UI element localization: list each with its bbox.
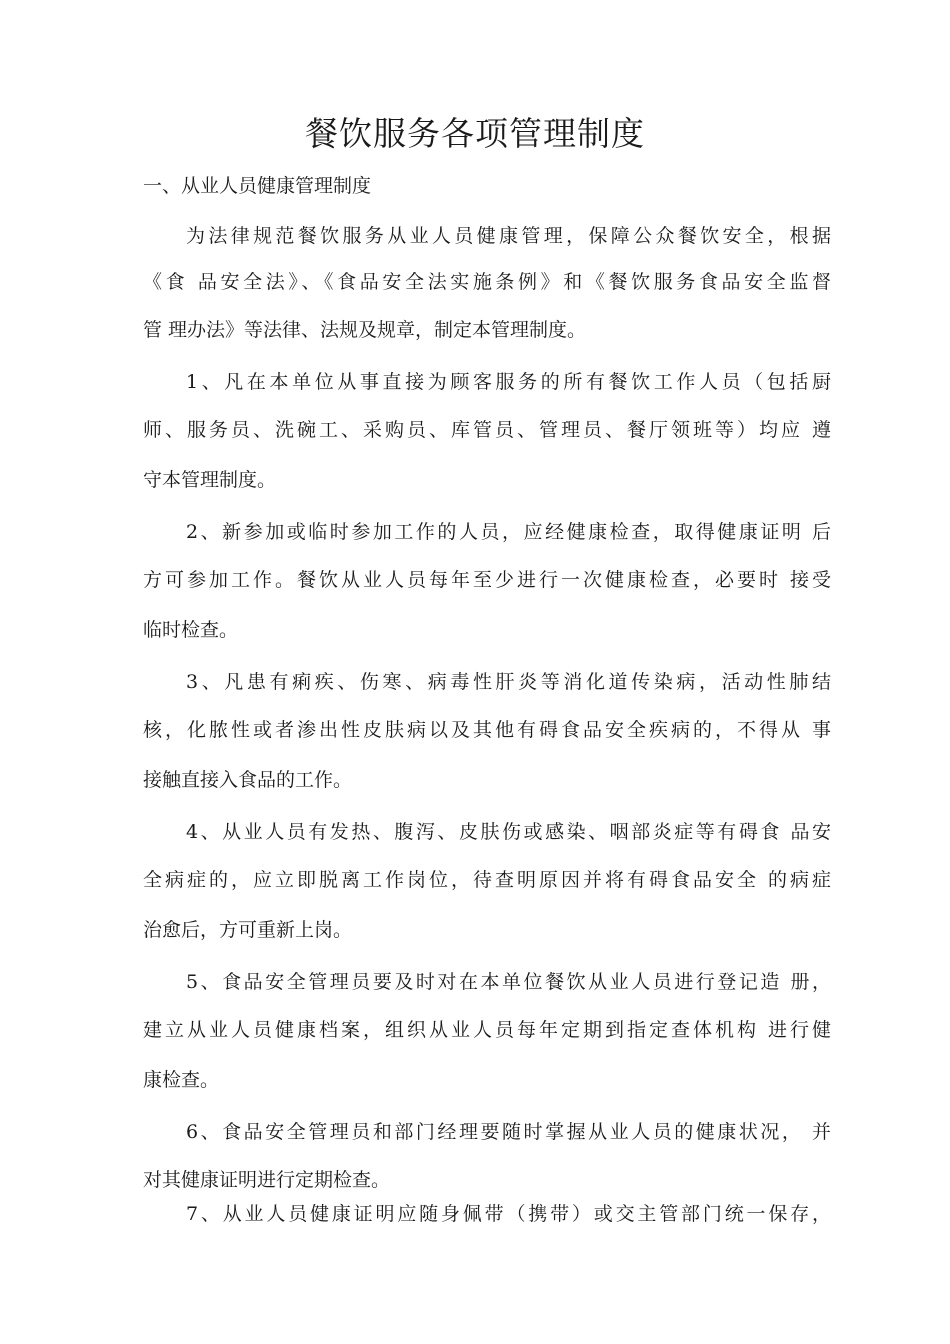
paragraph-line: 接触直接入食品的工作。	[143, 769, 353, 791]
paragraph-line: 7、从业人员健康证明应随身佩带（携带）或交主管部门统一保存，	[186, 1203, 831, 1225]
paragraph-line: 《食 品安全法》、《食品安全法实施条例》和《餐饮服务食品安全监督	[143, 271, 831, 293]
section-heading-1: 一、从业人员健康管理制度	[143, 175, 372, 197]
paragraph-line: 对其健康证明进行定期检查。	[143, 1169, 391, 1191]
paragraph-line: 5、食品安全管理员要及时对在本单位餐饮从业人员进行登记造 册，	[186, 971, 831, 993]
document-title: 餐饮服务各项管理制度	[305, 114, 645, 153]
paragraph-line: 建立从业人员健康档案，组织从业人员每年定期到指定查体机构 进行健	[143, 1019, 831, 1041]
paragraph-line: 全病症的，应立即脱离工作岗位，待查明原因并将有碍食品安全 的病症	[143, 869, 831, 891]
paragraph-line: 2、新参加或临时参加工作的人员，应经健康检查，取得健康证明 后	[186, 521, 831, 543]
paragraph-line: 临时检查。	[143, 619, 239, 641]
paragraph-line: 为法律规范餐饮服务从业人员健康管理，保障公众餐饮安全，根据	[186, 225, 831, 247]
paragraph-line: 6、食品安全管理员和部门经理要随时掌握从业人员的健康状况， 并	[186, 1121, 831, 1143]
paragraph-line: 1、凡在本单位从事直接为顾客服务的所有餐饮工作人员（包括厨	[186, 371, 831, 393]
paragraph-line: 康检查。	[143, 1069, 220, 1091]
paragraph-line: 核，化脓性或者渗出性皮肤病以及其他有碍食品安全疾病的，不得从 事	[143, 719, 831, 741]
paragraph-line: 3、凡患有痢疾、伤寒、病毒性肝炎等消化道传染病，活动性肺结	[186, 671, 831, 693]
paragraph-line: 方可参加工作。餐饮从业人员每年至少进行一次健康检查，必要时 接受	[143, 569, 831, 591]
paragraph-line: 师、服务员、洗碗工、采购员、库管员、管理员、餐厅领班等）均应 遵	[143, 419, 831, 441]
paragraph-line: 守本管理制度。	[143, 469, 277, 491]
paragraph-line: 治愈后，方可重新上岗。	[143, 919, 353, 941]
paragraph-line: 4、从业人员有发热、腹泻、皮肤伤或感染、咽部炎症等有碍食 品安	[186, 821, 831, 843]
paragraph-line: 管 理办法》等法律、法规及规章，制定本管理制度。	[143, 319, 587, 341]
